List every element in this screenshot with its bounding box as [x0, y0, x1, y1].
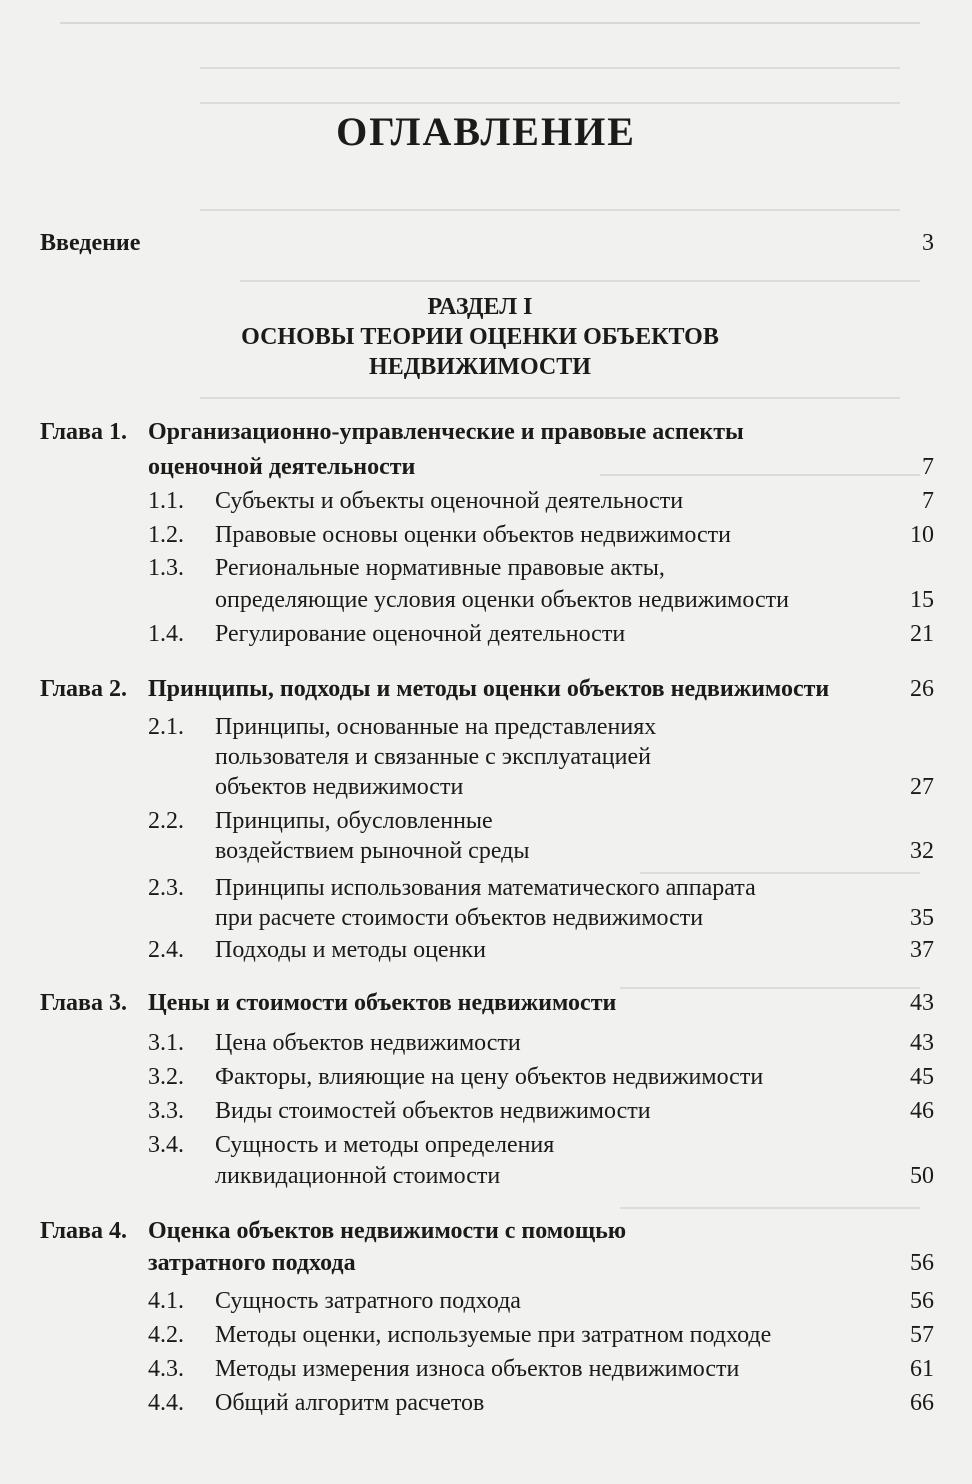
subsection-title: объектов недвижимости	[215, 774, 464, 800]
leader-dots	[622, 994, 905, 1012]
subsection-title-line1: Принципы использования математического аппарата	[215, 875, 756, 901]
chapter-title-line1: Организационно-управленческие и правовые аспекты	[148, 419, 744, 445]
page-number: 46	[910, 1098, 934, 1124]
leader-dots	[769, 1068, 905, 1086]
leader-dots	[777, 1326, 905, 1344]
toc-entry-4-4[interactable]	[215, 1388, 934, 1418]
chapter-title: Цены и стоимости объектов недвижимости	[148, 990, 617, 1016]
toc-entry-2-3[interactable]	[215, 903, 934, 933]
leader-dots	[737, 526, 905, 544]
subsection-title: определяющие условия оценки объектов недвижимости	[215, 587, 789, 613]
toc-entry-1-2[interactable]	[215, 520, 934, 550]
subsection-title-line2: пользователя и связанные с эксплуатацией	[215, 744, 651, 770]
page-number: 37	[910, 937, 934, 963]
page-number: 43	[910, 1030, 934, 1056]
page-number: 66	[910, 1390, 934, 1416]
subsection-number: 2.2.	[148, 808, 184, 834]
leader-dots	[631, 625, 905, 643]
toc-entry-3-4[interactable]	[215, 1161, 934, 1191]
leader-dots	[689, 492, 905, 510]
page-number: 10	[910, 522, 934, 548]
toc-entry-2-2[interactable]	[215, 836, 934, 866]
subsection-number: 1.3.	[148, 555, 184, 581]
leader-dots	[527, 1292, 905, 1310]
chapter-label: Глава 3.	[40, 990, 127, 1016]
subsection-title-line1: Принципы, основанные на представлениях	[215, 714, 657, 740]
subsection-title-line1: Сущность и методы определения	[215, 1132, 555, 1158]
leader-dots	[146, 234, 905, 252]
leader-dots	[657, 1102, 905, 1120]
subsection-title: Методы измерения износа объектов недвижимости	[215, 1356, 740, 1382]
page-number: 57	[910, 1322, 934, 1348]
toc-entry-3-2[interactable]	[215, 1062, 934, 1092]
chapter-title-line2: оценочной деятельности	[148, 454, 416, 480]
subsection-title: при расчете стоимости объектов недвижимости	[215, 905, 704, 931]
page-number: 32	[910, 838, 934, 864]
leader-dots	[492, 941, 905, 959]
section-heading	[100, 292, 860, 382]
toc-entry-chapter-3[interactable]	[148, 988, 934, 1018]
page-number: 3	[922, 230, 934, 256]
subsection-title: Сущность затратного подхода	[215, 1288, 521, 1314]
section-number: РАЗДЕЛ I	[427, 294, 533, 320]
subsection-number: 4.2.	[148, 1322, 184, 1348]
subsection-number: 4.3.	[148, 1356, 184, 1382]
toc-entry-1-4[interactable]	[215, 619, 934, 649]
subsection-title: Виды стоимостей объектов недвижимости	[215, 1098, 651, 1124]
subsection-number: 4.1.	[148, 1288, 184, 1314]
page-number: 7	[922, 454, 934, 480]
leader-dots	[490, 1394, 905, 1412]
leader-dots	[362, 1254, 905, 1272]
subsection-title: Цена объектов недвижимости	[215, 1030, 521, 1056]
toc-entry-4-3[interactable]	[215, 1354, 934, 1384]
chapter-label: Глава 2.	[40, 676, 127, 702]
chapter-title-line1: Оценка объектов недвижимости с помощью	[148, 1218, 627, 1244]
subsection-title-line1: Принципы, обусловленные	[215, 808, 493, 834]
page-number: 26	[910, 676, 934, 702]
subsection-number: 1.2.	[148, 522, 184, 548]
chapter-title-line2: затратного подхода	[148, 1250, 356, 1276]
toc-entry-4-2[interactable]	[215, 1320, 934, 1350]
leader-dots	[835, 680, 905, 698]
page-number: 61	[910, 1356, 934, 1382]
toc-entry-2-1[interactable]	[215, 772, 934, 802]
leader-dots	[745, 1360, 905, 1378]
subsection-title: Подходы и методы оценки	[215, 937, 486, 963]
subsection-title: Факторы, влияющие на цену объектов недвижимости	[215, 1064, 764, 1090]
toc-entry-1-1[interactable]	[215, 486, 934, 516]
intro-label: Введение	[40, 230, 141, 256]
leader-dots	[709, 909, 905, 927]
subsection-number: 1.1.	[148, 488, 184, 514]
chapter-label: Глава 4.	[40, 1218, 127, 1244]
subsection-title: Субъекты и объекты оценочной деятельности	[215, 488, 684, 514]
page-number: 50	[910, 1163, 934, 1189]
page-number: 21	[910, 621, 934, 647]
page-number: 35	[910, 905, 934, 931]
chapter-label: Глава 1.	[40, 419, 127, 445]
subsection-title: воздействием рыночной среды	[215, 838, 530, 864]
page-number: 45	[910, 1064, 934, 1090]
toc-entry-chapter-4[interactable]	[148, 1248, 934, 1278]
subsection-number: 3.1.	[148, 1030, 184, 1056]
subsection-number: 2.3.	[148, 875, 184, 901]
toc-entry-4-1[interactable]	[215, 1286, 934, 1316]
subsection-number: 3.2.	[148, 1064, 184, 1090]
subsection-title: ликвидационной стоимости	[215, 1163, 501, 1189]
subsection-title: Регулирование оценочной деятельности	[215, 621, 626, 647]
subsection-title-line1: Региональные нормативные правовые акты,	[215, 555, 665, 581]
subsection-title: Методы оценки, используемые при затратном подходе	[215, 1322, 772, 1348]
leader-dots	[506, 1167, 905, 1185]
toc-entry-3-3[interactable]	[215, 1096, 934, 1126]
leader-dots	[536, 842, 905, 860]
subsection-number: 2.1.	[148, 714, 184, 740]
subsection-number: 2.4.	[148, 937, 184, 963]
toc-entry-3-1[interactable]	[215, 1028, 934, 1058]
leader-dots	[527, 1034, 905, 1052]
toc-entry-intro[interactable]	[40, 228, 934, 258]
toc-entry-chapter-2[interactable]	[148, 674, 934, 704]
page-number: 27	[910, 774, 934, 800]
toc-entry-2-4[interactable]	[215, 935, 934, 965]
page-number: 7	[922, 488, 934, 514]
chapter-title: Принципы, подходы и методы оценки объектов недвижимости	[148, 676, 830, 702]
subsection-number: 3.3.	[148, 1098, 184, 1124]
subsection-number: 4.4.	[148, 1390, 184, 1416]
toc-entry-chapter-1[interactable]	[148, 452, 934, 482]
page-number: 15	[910, 587, 934, 613]
subsection-title: Правовые основы оценки объектов недвижимости	[215, 522, 731, 548]
page-number: 56	[910, 1288, 934, 1314]
leader-dots	[421, 458, 905, 476]
subsection-number: 1.4.	[148, 621, 184, 647]
page-number: 43	[910, 990, 934, 1016]
leader-dots	[795, 591, 905, 609]
toc-entry-1-3[interactable]	[215, 585, 934, 615]
page-title: ОГЛАВЛЕНИЕ	[336, 109, 636, 154]
leader-dots	[469, 778, 905, 796]
page-number: 56	[910, 1250, 934, 1276]
subsection-title: Общий алгоритм расчетов	[215, 1390, 485, 1416]
section-title-line2: НЕДВИЖИМОСТИ	[369, 354, 591, 380]
subsection-number: 3.4.	[148, 1132, 184, 1158]
section-title-line1: ОСНОВЫ ТЕОРИИ ОЦЕНКИ ОБЪЕКТОВ	[241, 324, 719, 350]
